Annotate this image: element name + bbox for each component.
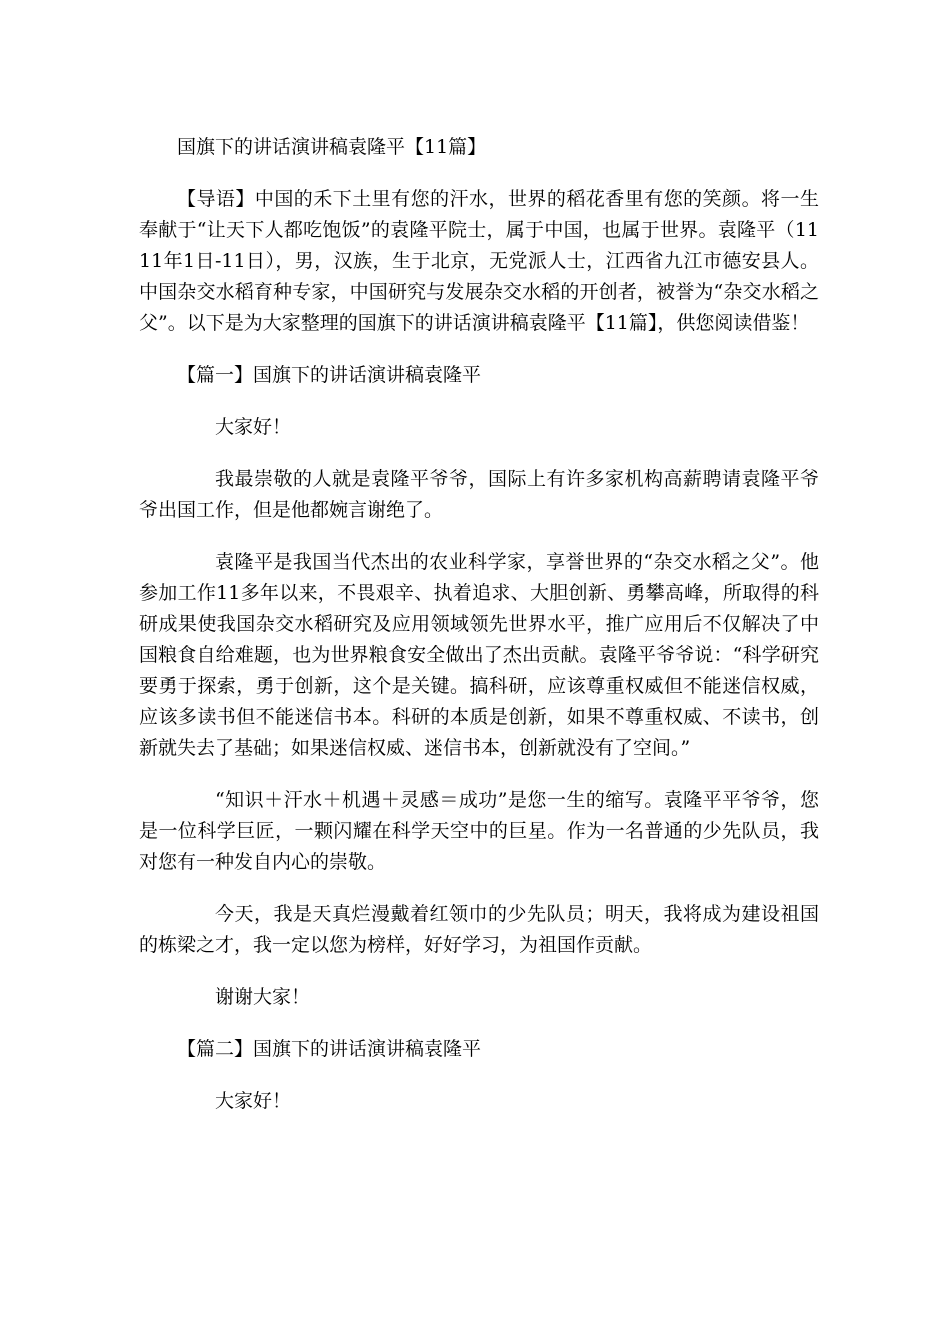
section-2-greeting: 大家好！: [215, 1090, 292, 1112]
document-title: 国旗下的讲话演讲稿袁隆平【11篇】: [177, 136, 487, 158]
intro-paragraph: 【导语】中国的禾下土里有您的汗水，世界的稻花香里有您的笑颜。将一生奉献于“让天下人都吃饱饭”的袁隆平院士，属于中国，也属于世界。袁隆平（1111年1日-11日），男，汉族，生于北京，无党派人士，江西省九江市德安县人。中国杂交水稻育种专家，中国研究与发展杂交水稻的开创者，被誉为“杂交水稻之父”。以下是为大家整理的国旗下的讲话演讲稿袁隆平【11篇】，供您阅读借鉴！: [139, 188, 819, 334]
document-body: [139, 132, 819, 1138]
section-1-greeting: 大家好！: [215, 416, 292, 438]
section-1-paragraph-4: 今天，我是天真烂漫戴着红领巾的少先队员；明天，我将成为建设祖国的栋梁之才，我一定以您为榜样，好好学习，为祖国作贡献。: [139, 903, 819, 956]
section-1-paragraph-1: 我最崇敬的人就是袁隆平爷爷，国际上有许多家机构高薪聘请袁隆平爷爷出国工作，但是他都婉言谢绝了。: [139, 468, 819, 521]
section-1-closing: 谢谢大家！: [215, 986, 311, 1008]
section-heading-1: 【篇一】国旗下的讲话演讲稿袁隆平: [177, 364, 482, 386]
section-1-paragraph-3: “知识＋汗水＋机遇＋灵感＝成功”是您一生的缩写。袁隆平平爷爷，您是一位科学巨匠，一颗闪耀在科学天空中的巨星。作为一名普通的少先队员，我对您有一种发自内心的崇敬。: [139, 789, 819, 873]
section-1-paragraph-2: 袁隆平是我国当代杰出的农业科学家，享誉世界的“杂交水稻之父”。他参加工作11多年以来，不畏艰辛、执着追求、大胆创新、勇攀高峰，所取得的科研成果使我国杂交水稻研究及应用领域领先世界水平，推广应用后不仅解决了中国粮食自给难题，也为世界粮食安全做出了杰出贡献。袁隆平爷爷说：“科学研究要勇于探索，勇于创新，这个是关键。搞科研，应该尊重权威但不能迷信权威，应该多读书但不能迷信书本。科研的本质是创新，如果不尊重权威、不读书，创新就失去了基础；如果迷信权威、迷信书本，创新就没有了空间。”: [139, 551, 819, 759]
section-heading-2: 【篇二】国旗下的讲话演讲稿袁隆平: [177, 1038, 482, 1060]
